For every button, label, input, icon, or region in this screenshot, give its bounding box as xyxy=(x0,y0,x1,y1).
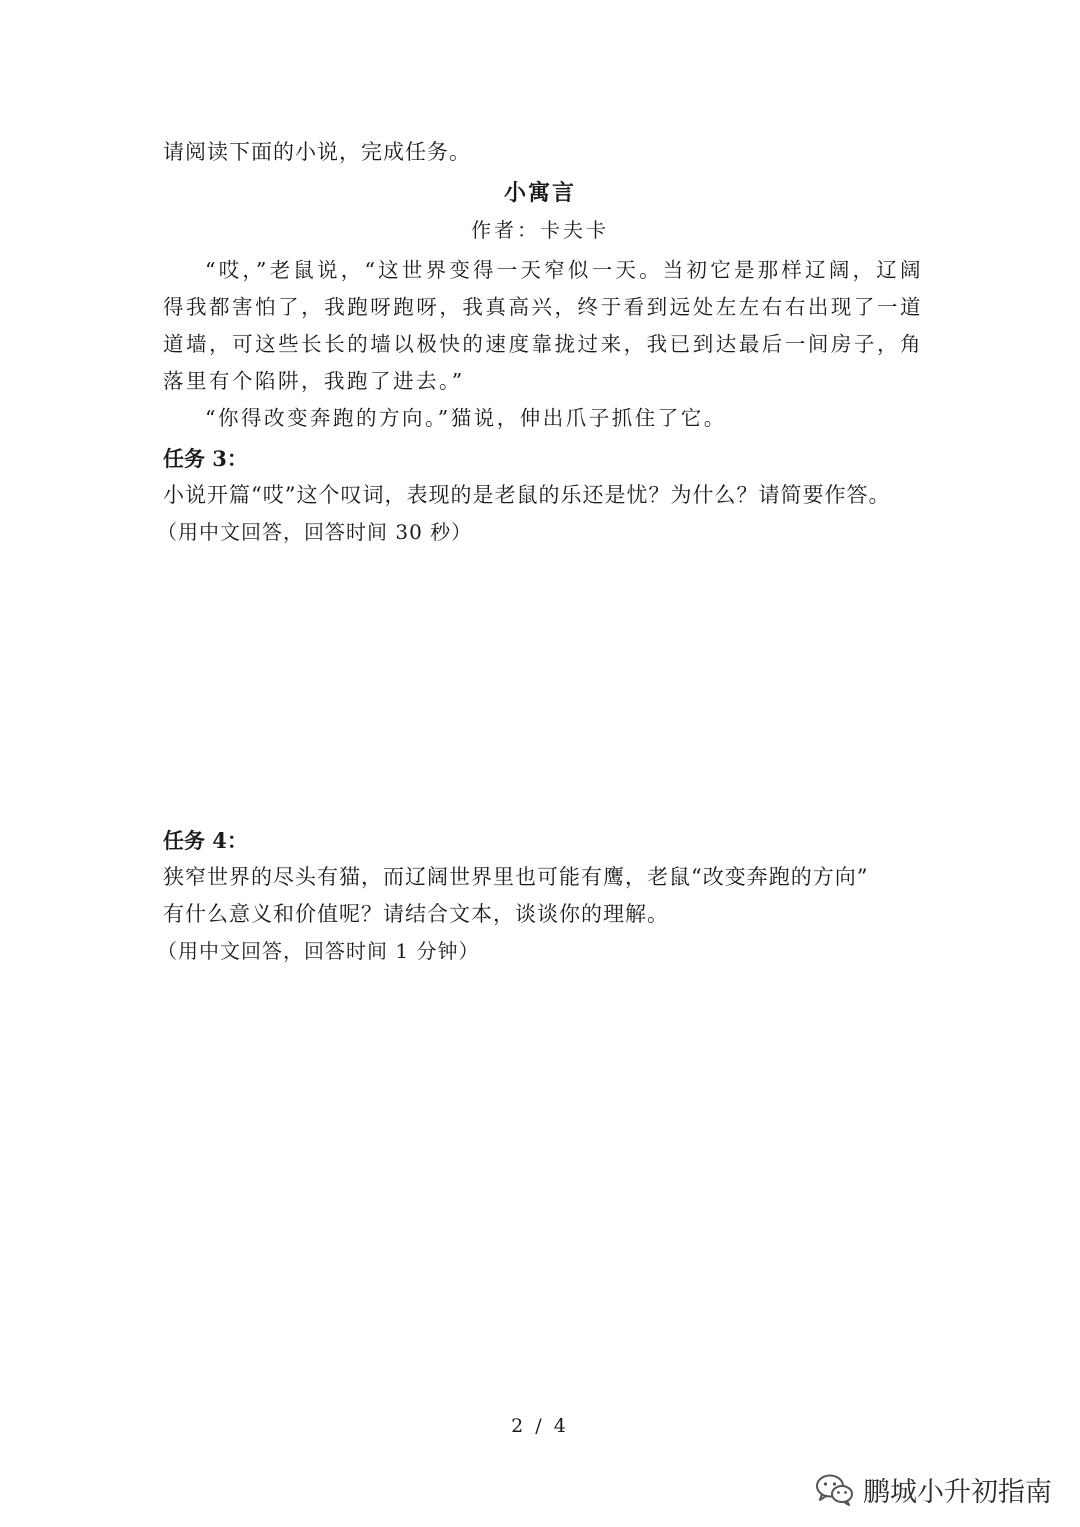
wechat-icon xyxy=(815,1473,855,1507)
story-body xyxy=(163,252,923,437)
watermark xyxy=(815,1470,1052,1509)
task-4-note: （用中文回答，回答时间 1 分钟） xyxy=(157,939,480,963)
page-number: 2 / 4 xyxy=(511,1415,569,1437)
watermark-text: 鹏城小升初指南 xyxy=(863,1477,1052,1508)
task-4-question-line-2: 有什么意义和价值呢？请结合文本，谈谈你的理解。 xyxy=(163,902,669,926)
task-3-note: （用中文回答，回答时间 30 秒） xyxy=(157,520,473,544)
task-3-title: 任务 3： xyxy=(163,446,248,471)
task-4-question-line-1: 狭窄世界的尽头有猫，而辽阔世界里也可能有鹰，老鼠“改变奔跑的方向” xyxy=(163,865,869,889)
task-4 xyxy=(157,822,923,970)
task-4-title: 任务 4： xyxy=(163,828,248,853)
task-3 xyxy=(157,440,923,551)
task-3-question: 小说开篇“哎”这个叹词，表现的是老鼠的乐还是忧？为什么？请简要作答。 xyxy=(163,483,891,507)
story-title: 小寓言 xyxy=(503,180,576,206)
story-author: 作者：卡夫卡 xyxy=(471,218,609,242)
instructions: 请阅读下面的小说，完成任务。 xyxy=(163,140,471,164)
story-paragraph: “你得改变奔跑的方向。”猫说，伸出爪子抓住了它。 xyxy=(205,406,727,430)
story-paragraph: “哎，”老鼠说，“这世界变得一天窄似一天。当初它是那样辽阔，辽阔得我都害怕了，我跑呀跑呀，我真高兴，终于看到远处左左右右出现了一道道墙，可这些长长的墙以极快的速度靠拢过来，我已到达最后一间房子，角落里有个陷阱，我跑了进去。” xyxy=(163,258,923,393)
